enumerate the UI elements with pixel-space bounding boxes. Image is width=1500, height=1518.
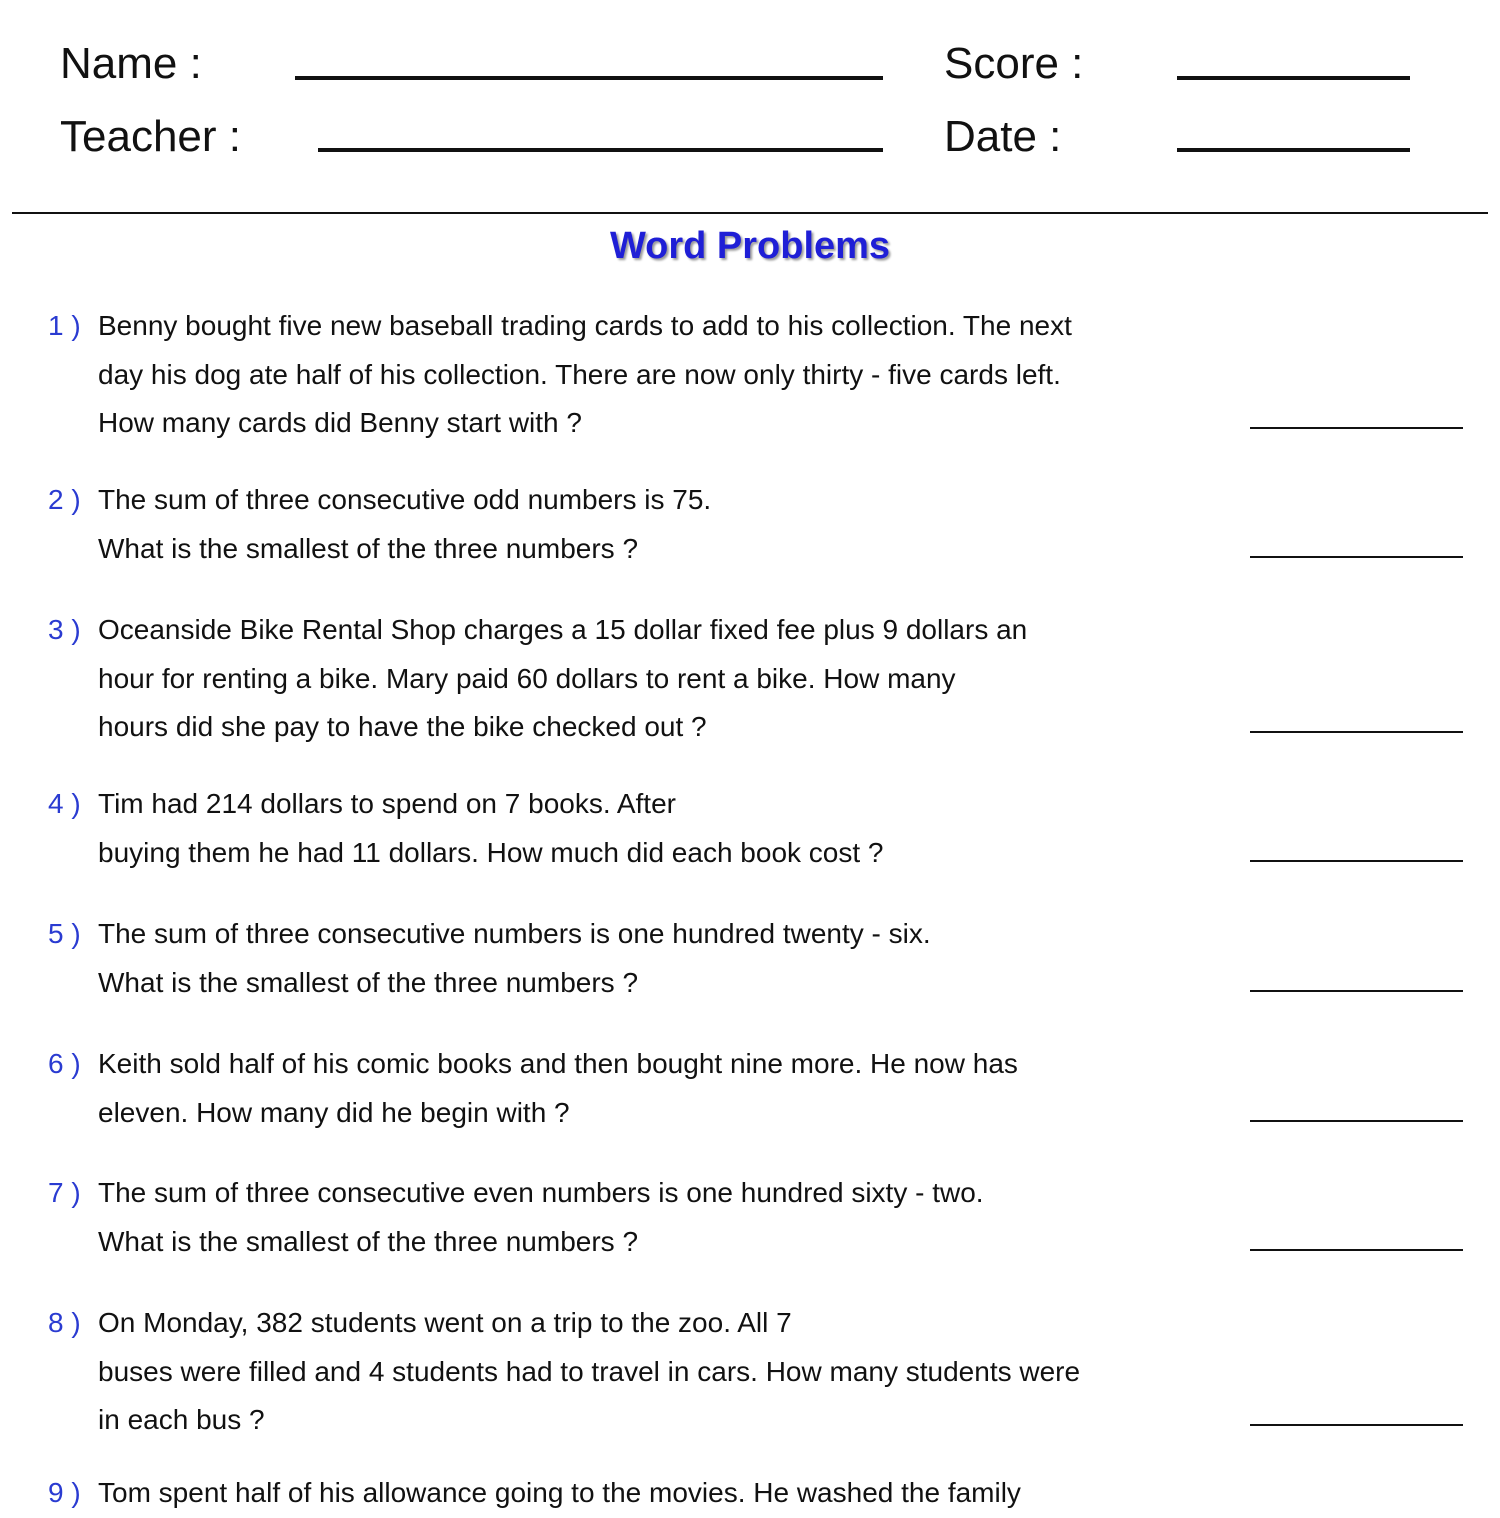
problem-line: What is the smallest of the three numbers ? (98, 532, 639, 564)
name-line[interactable] (295, 76, 883, 80)
problem-line: What is the smallest of the three numbers ? (98, 1225, 639, 1257)
problem-text (98, 606, 1168, 752)
problem-number: 2 ) (48, 484, 81, 515)
problem-text (98, 780, 1168, 877)
page-title: Word Problems (609, 225, 891, 267)
answer-line-8[interactable] (1250, 1424, 1463, 1426)
problem-number: 6 ) (48, 1048, 81, 1079)
answer-line-5[interactable] (1250, 990, 1463, 992)
answer-line-1[interactable] (1250, 427, 1463, 429)
problem-line: Keith sold half of his comic books and then bought nine more. He now has (98, 1048, 1018, 1079)
problem-line: The sum of three consecutive odd numbers is 75. (98, 484, 712, 515)
problem-line: On Monday, 382 students went on a trip to the zoo. All 7 (98, 1307, 792, 1338)
problem-line: Benny bought five new baseball trading cards to add to his collection. The next (98, 310, 1072, 341)
name-label: Name : (60, 39, 202, 88)
problem-number: 7 ) (48, 1177, 81, 1208)
header-divider (12, 212, 1488, 214)
problem-text (98, 476, 1168, 573)
problem-number: 1 ) (48, 310, 81, 341)
problem-line: hours did she pay to have the bike checked out ? (98, 711, 707, 742)
problem-line: What is the smallest of the three numbers ? (98, 966, 639, 998)
problem-line: in each bus ? (98, 1404, 265, 1435)
date-line[interactable] (1177, 148, 1410, 152)
problem-line: hour for renting a bike. Mary paid 60 dollars to rent a bike. How many (98, 662, 956, 694)
answer-line-7[interactable] (1250, 1249, 1463, 1251)
problem-number: 9 ) (48, 1477, 81, 1508)
problem-line: The sum of three consecutive even numbers is one hundred sixty - two. (98, 1177, 984, 1208)
problem-line: Tim had 214 dollars to spend on 7 books. After (98, 788, 676, 819)
teacher-label: Teacher : (60, 112, 241, 161)
date-label: Date : (944, 112, 1062, 161)
problem-line: Tom spent half of his allowance going to the movies. He washed the family (98, 1477, 1021, 1508)
problem-text (98, 1469, 1168, 1518)
problem-number: 4 ) (48, 788, 81, 819)
problem-text (98, 302, 1168, 448)
problem-number: 8 ) (48, 1307, 81, 1338)
problem-number: 3 ) (48, 614, 81, 645)
problem-line: day his dog ate half of his collection. There are now only thirty - five cards left. (98, 358, 1061, 390)
score-label: Score : (944, 39, 1084, 88)
answer-line-6[interactable] (1250, 1120, 1463, 1122)
answer-line-2[interactable] (1250, 556, 1463, 558)
score-line[interactable] (1177, 76, 1410, 80)
answer-line-3[interactable] (1250, 731, 1463, 733)
problem-line: buses were filled and 4 students had to travel in cars. How many students were (98, 1355, 1081, 1387)
problem-text (98, 1040, 1168, 1137)
problem-line: eleven. How many did he begin with ? (98, 1096, 570, 1128)
problem-number: 5 ) (48, 918, 81, 949)
problem-line: How many cards did Benny start with ? (98, 407, 582, 438)
problem-text (98, 1169, 1168, 1266)
problem-text (98, 910, 1168, 1007)
problem-text (98, 1299, 1168, 1445)
answer-line-4[interactable] (1250, 860, 1463, 862)
problem-line: The sum of three consecutive numbers is one hundred twenty - six. (98, 918, 931, 949)
problem-line: buying them he had 11 dollars. How much did each book cost ? (98, 836, 884, 868)
teacher-line[interactable] (318, 148, 883, 152)
problem-line: Oceanside Bike Rental Shop charges a 15 dollar fixed fee plus 9 dollars an (98, 614, 1028, 645)
